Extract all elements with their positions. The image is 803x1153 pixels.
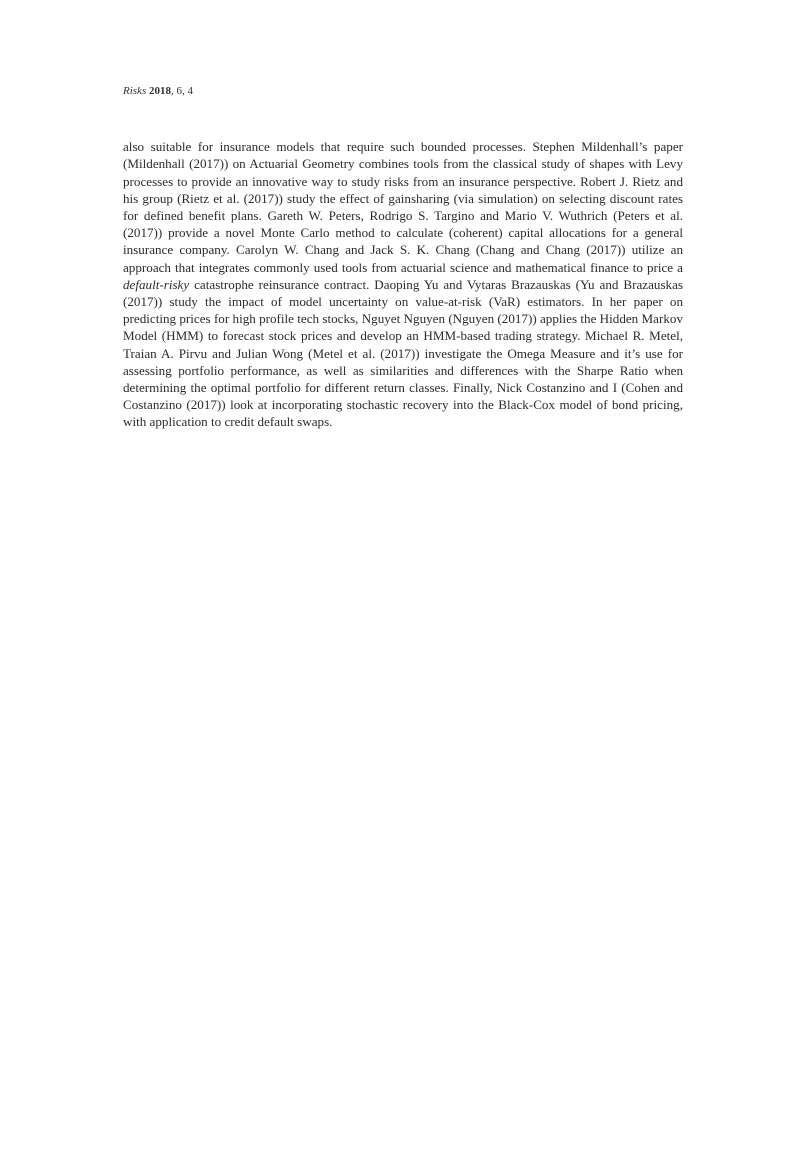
paragraph-emphasis: default-risky xyxy=(123,276,190,292)
volume-number: 6 xyxy=(176,85,182,97)
header-separator: , xyxy=(170,85,177,97)
page-number: 4 xyxy=(187,85,193,97)
body-paragraph xyxy=(123,138,683,430)
header-separator: , xyxy=(181,85,188,97)
publication-year: 2018 xyxy=(148,85,171,97)
paragraph-text-part-1: also suitable for insurance models that require such bounded processes. Stephen Mildenhall’s paper (Mildenhall (2017)) on Actuarial Geometry combines tools from the classical study of shapes with Levy processes to provide an innovative way to study risks from an insurance perspective. Robert J. Rietz and his group (Rietz et al. (2017)) study the effect of gainsharing (via simulation) on selecting discount rates for defined benefit plans. Gareth W. Peters, Rodrigo S. Targino and Mario V. Wuthrich (Peters et al. (2017)) provide a novel Monte Carlo method to calculate (coherent) capital allocations for a general insurance company. Carolyn W. Chang and Jack S. K. Chang (Chang and Chang (2017)) utilize an approach that integrates commonly used tools from actuarial science and mathematical finance to price a xyxy=(123,139,683,275)
running-header xyxy=(123,84,193,98)
journal-name: Risks xyxy=(123,85,147,97)
paragraph-text-part-2: catastrophe reinsurance contract. Daoping Yu and Vytaras Brazauskas (Yu and Brazauskas (2017)) study the impact of model uncertainty on value-at-risk (VaR) estimators. In her paper on predicting prices for high profile tech stocks, Nguyet Nguyen (Nguyen (2017)) applies the Hidden Markov Model (HMM) to forecast stock prices and develop an HMM-based trading strategy. Michael R. Metel, Traian A. Pirvu and Julian Wong (Metel et al. (2017)) investigate the Omega Measure and it’s use for assessing portfolio performance, as well as similarities and differences with the Sharpe Ratio when determining the optimal portfolio for different return classes. Finally, Nick Costanzino and I (Cohen and Costanzino (2017)) look at incorporating stochastic recovery into the Black-Cox model of bond pricing, with application to credit default swaps. xyxy=(123,276,683,430)
